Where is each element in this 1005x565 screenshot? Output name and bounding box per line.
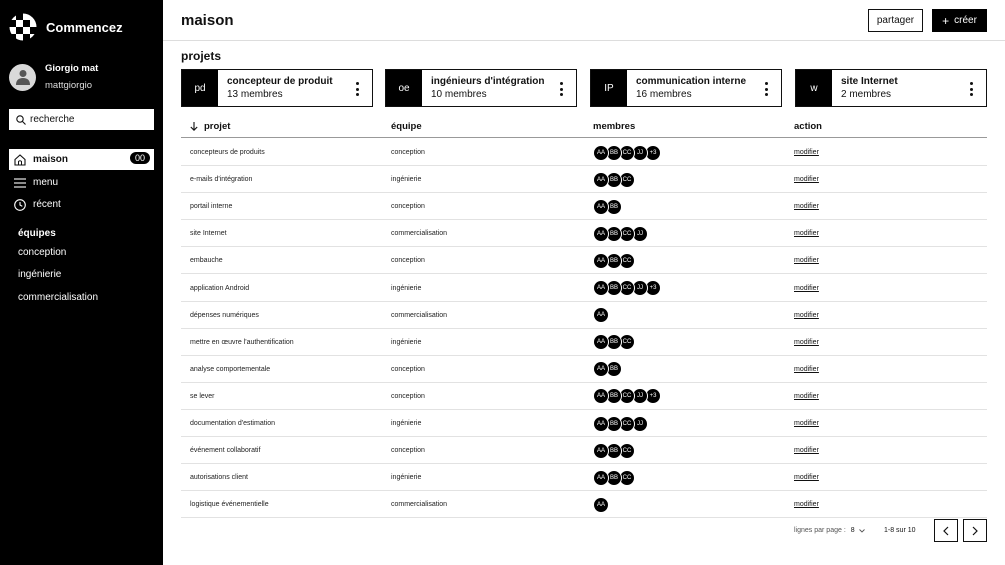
action-cell xyxy=(794,247,819,274)
table-row xyxy=(181,302,987,329)
project-name: dépenses numériques xyxy=(190,311,259,319)
member-avatars xyxy=(593,220,645,247)
card-abbr: oe xyxy=(386,70,422,106)
team-name: conception xyxy=(391,149,425,156)
table-row xyxy=(181,220,987,247)
edit-link[interactable]: modifier xyxy=(794,203,819,211)
member-avatar[interactable]: CC xyxy=(619,226,635,242)
member-avatar[interactable]: BB xyxy=(606,470,622,486)
table-row xyxy=(181,247,987,274)
member-avatar[interactable]: AA xyxy=(593,497,609,513)
team-card[interactable] xyxy=(795,69,987,107)
member-avatars xyxy=(593,491,606,518)
edit-link[interactable]: modifier xyxy=(794,501,819,509)
member-avatar[interactable]: JJ xyxy=(632,145,648,161)
member-avatar[interactable]: AA xyxy=(593,361,609,377)
nav-item-label: menu xyxy=(33,177,59,188)
table-row xyxy=(181,139,987,166)
project-name: application Android xyxy=(190,284,250,292)
member-avatars xyxy=(593,193,619,220)
user-handle: mattgiorgio xyxy=(45,80,92,91)
member-avatar[interactable]: BB xyxy=(606,226,622,242)
member-avatar[interactable]: AA xyxy=(593,416,609,432)
edit-link[interactable]: modifier xyxy=(794,149,819,156)
logo-icon xyxy=(9,13,37,41)
search-icon xyxy=(16,115,26,125)
action-cell xyxy=(794,220,819,247)
card-subtitle: 16 membres xyxy=(636,89,692,100)
project-name: embauche xyxy=(190,257,223,265)
member-avatars xyxy=(593,302,606,329)
card-abbr: pd xyxy=(182,70,218,106)
edit-link[interactable]: modifier xyxy=(794,474,819,482)
team-name: conception xyxy=(391,365,425,373)
projects-heading: projets xyxy=(181,49,222,63)
search-box[interactable] xyxy=(9,109,154,130)
member-avatar[interactable]: CC xyxy=(619,416,635,432)
card-abbr: w xyxy=(796,70,832,106)
team-name: ingénierie xyxy=(391,338,422,346)
menu-icon xyxy=(14,178,26,188)
table-row xyxy=(181,383,987,410)
action-cell xyxy=(794,464,819,491)
member-avatar[interactable]: BB xyxy=(606,361,622,377)
create-label: créer xyxy=(954,15,977,26)
more-options-icon[interactable] xyxy=(559,82,563,96)
team-card[interactable] xyxy=(385,69,577,107)
card-subtitle: 10 membres xyxy=(431,89,487,100)
action-cell xyxy=(794,437,819,464)
nav-item-label: récent xyxy=(33,199,61,210)
edit-link[interactable]: modifier xyxy=(794,365,819,373)
member-avatars xyxy=(593,437,632,464)
brand[interactable] xyxy=(9,13,123,41)
member-avatar[interactable]: CC xyxy=(619,172,635,188)
action-cell xyxy=(794,275,819,302)
member-avatar[interactable]: AA xyxy=(593,199,609,215)
edit-link[interactable]: modifier xyxy=(794,420,819,427)
edit-link[interactable]: modifier xyxy=(794,230,819,238)
edit-link[interactable]: modifier xyxy=(794,176,819,184)
team-name: conception xyxy=(391,257,425,265)
card-title: communication interne xyxy=(636,76,747,87)
card-abbr: IP xyxy=(591,70,627,106)
project-name: mettre en œuvre l'authentification xyxy=(190,338,294,346)
more-options-icon[interactable] xyxy=(969,82,973,96)
team-link-commercialisation[interactable]: commercialisation xyxy=(18,292,99,303)
member-avatar[interactable]: JJ xyxy=(632,226,648,242)
chevron-right-icon xyxy=(972,526,978,536)
clock-icon xyxy=(14,199,26,211)
table-header-divider xyxy=(181,137,987,138)
member-avatar[interactable]: AA xyxy=(593,226,609,242)
edit-link[interactable]: modifier xyxy=(794,392,819,400)
rows-per-page[interactable] xyxy=(794,519,865,542)
member-avatar[interactable]: AA xyxy=(593,172,609,188)
nav-item-label: maison xyxy=(33,154,69,165)
edit-link[interactable]: modifier xyxy=(794,338,819,346)
member-avatar[interactable]: +3 xyxy=(645,145,661,161)
project-name: site Internet xyxy=(190,230,227,238)
member-avatars xyxy=(593,166,632,193)
member-avatar[interactable]: CC xyxy=(619,334,635,350)
team-name: ingénierie xyxy=(391,284,422,292)
member-avatar[interactable]: BB xyxy=(606,172,622,188)
action-cell xyxy=(794,139,819,166)
member-avatar[interactable]: BB xyxy=(606,416,622,432)
column-header-action: action xyxy=(794,121,822,132)
edit-link[interactable]: modifier xyxy=(794,311,819,319)
member-avatar[interactable]: JJ xyxy=(632,280,648,296)
next-page-button[interactable] xyxy=(963,519,987,542)
avatar xyxy=(9,64,36,91)
table-row xyxy=(181,193,987,220)
member-avatar[interactable]: AA xyxy=(593,334,609,350)
member-avatar[interactable]: CC xyxy=(619,470,635,486)
member-avatar[interactable]: AA xyxy=(593,307,609,323)
arrow-down-icon xyxy=(190,122,198,131)
project-name: portail interne xyxy=(190,203,233,211)
share-button[interactable]: partager xyxy=(868,9,923,32)
member-avatar[interactable]: +3 xyxy=(645,280,661,296)
member-avatar[interactable]: AA xyxy=(593,388,609,404)
team-name: ingénierie xyxy=(391,420,422,427)
table-row xyxy=(181,166,987,193)
project-name: concepteurs de produits xyxy=(190,149,265,156)
project-name: événement collaboratif xyxy=(190,447,261,455)
column-header-team: équipe xyxy=(391,121,422,132)
member-avatar[interactable]: +3 xyxy=(645,388,661,404)
team-name: ingénierie xyxy=(391,474,422,482)
prev-page-button[interactable] xyxy=(934,519,958,542)
action-cell xyxy=(794,356,819,383)
member-avatar[interactable]: CC xyxy=(619,253,635,269)
member-avatar[interactable]: BB xyxy=(606,280,622,296)
table-row xyxy=(181,275,987,302)
action-cell xyxy=(794,166,819,193)
member-avatar[interactable]: AA xyxy=(593,470,609,486)
action-cell xyxy=(794,193,819,220)
nav-item-home[interactable] xyxy=(9,149,154,170)
member-avatars xyxy=(593,464,632,491)
action-cell xyxy=(794,302,819,329)
plus-icon: + xyxy=(942,13,950,28)
column-header-project[interactable] xyxy=(190,121,230,132)
member-avatar[interactable]: BB xyxy=(606,199,622,215)
user-name: Giorgio mat xyxy=(45,63,99,74)
team-name: commercialisation xyxy=(391,501,448,509)
member-avatar[interactable]: BB xyxy=(606,443,622,459)
edit-link[interactable]: modifier xyxy=(794,447,819,455)
more-options-icon[interactable] xyxy=(355,82,359,96)
top-header xyxy=(163,0,1005,41)
card-title: site Internet xyxy=(841,76,898,87)
member-avatars xyxy=(593,383,658,410)
team-link-conception[interactable]: conception xyxy=(18,247,67,258)
member-avatar[interactable]: BB xyxy=(606,253,622,269)
member-avatar[interactable]: BB xyxy=(606,334,622,350)
sidebar xyxy=(0,0,163,565)
member-avatar[interactable]: BB xyxy=(606,145,622,161)
chevron-left-icon xyxy=(943,526,949,536)
member-avatar[interactable]: AA xyxy=(593,145,609,161)
project-name: e-mails d'intégration xyxy=(190,176,253,184)
notification-badge: 00 xyxy=(130,152,150,164)
rows-per-page-label: lignes par page : xyxy=(794,527,846,534)
team-name: ingénierie xyxy=(391,176,422,184)
team-name: conception xyxy=(391,392,425,400)
team-card[interactable] xyxy=(590,69,782,107)
team-card[interactable] xyxy=(181,69,373,107)
card-subtitle: 13 membres xyxy=(227,89,283,100)
team-name: commercialisation xyxy=(391,311,448,319)
member-avatar[interactable]: AA xyxy=(593,280,609,296)
member-avatar[interactable]: CC xyxy=(619,280,635,296)
member-avatars xyxy=(593,410,645,437)
team-name: commercialisation xyxy=(391,230,448,238)
nav-item-recent[interactable] xyxy=(9,194,154,215)
member-avatar[interactable]: AA xyxy=(593,443,609,459)
user-icon xyxy=(16,69,30,85)
member-avatar[interactable]: CC xyxy=(619,145,635,161)
table-row xyxy=(181,437,987,464)
project-name: analyse comportementale xyxy=(190,365,271,373)
teams-heading: équipes xyxy=(18,228,56,239)
member-avatars xyxy=(593,247,632,274)
brand-name: Commencez xyxy=(46,19,123,35)
member-avatar[interactable]: CC xyxy=(619,388,635,404)
action-cell xyxy=(794,410,819,437)
edit-link[interactable]: modifier xyxy=(794,284,819,292)
table-row xyxy=(181,329,987,356)
table-row xyxy=(181,464,987,491)
action-cell xyxy=(794,383,819,410)
create-button[interactable] xyxy=(932,9,987,32)
action-cell xyxy=(794,329,819,356)
card-title: ingénieurs d'intégration xyxy=(431,76,545,87)
project-name: autorisations client xyxy=(190,474,248,482)
action-cell xyxy=(794,491,819,518)
nav-item-menu[interactable] xyxy=(9,172,154,193)
home-icon xyxy=(14,154,26,166)
member-avatar[interactable]: JJ xyxy=(632,416,648,432)
rows-per-page-value: 8 xyxy=(850,527,855,534)
table-row xyxy=(181,410,987,437)
page-title: maison xyxy=(181,12,234,29)
project-name: documentation d'estimation xyxy=(190,420,275,427)
card-subtitle: 2 membres xyxy=(841,89,892,100)
user-profile[interactable] xyxy=(9,63,98,91)
member-avatar[interactable]: CC xyxy=(619,443,635,459)
column-header-members: membres xyxy=(593,121,636,132)
project-name: se lever xyxy=(190,392,215,400)
table-row xyxy=(181,356,987,383)
edit-link[interactable]: modifier xyxy=(794,257,819,265)
project-name: logistique événementielle xyxy=(190,501,269,509)
column-header-label: projet xyxy=(204,121,231,132)
chevron-down-icon xyxy=(859,529,865,533)
more-options-icon[interactable] xyxy=(764,82,768,96)
member-avatars xyxy=(593,275,658,302)
search-input[interactable] xyxy=(30,114,140,125)
member-avatars xyxy=(593,329,632,356)
member-avatars xyxy=(593,356,619,383)
member-avatars xyxy=(593,139,658,166)
team-name: conception xyxy=(391,203,425,211)
team-name: conception xyxy=(391,447,425,455)
page-range: 1-8 sur 10 xyxy=(884,527,916,534)
team-link-ingenierie[interactable]: ingénierie xyxy=(18,269,62,280)
member-avatar[interactable]: BB xyxy=(606,388,622,404)
table-row xyxy=(181,491,987,518)
member-avatar[interactable]: AA xyxy=(593,253,609,269)
member-avatar[interactable]: JJ xyxy=(632,388,648,404)
card-title: concepteur de produit xyxy=(227,76,333,87)
